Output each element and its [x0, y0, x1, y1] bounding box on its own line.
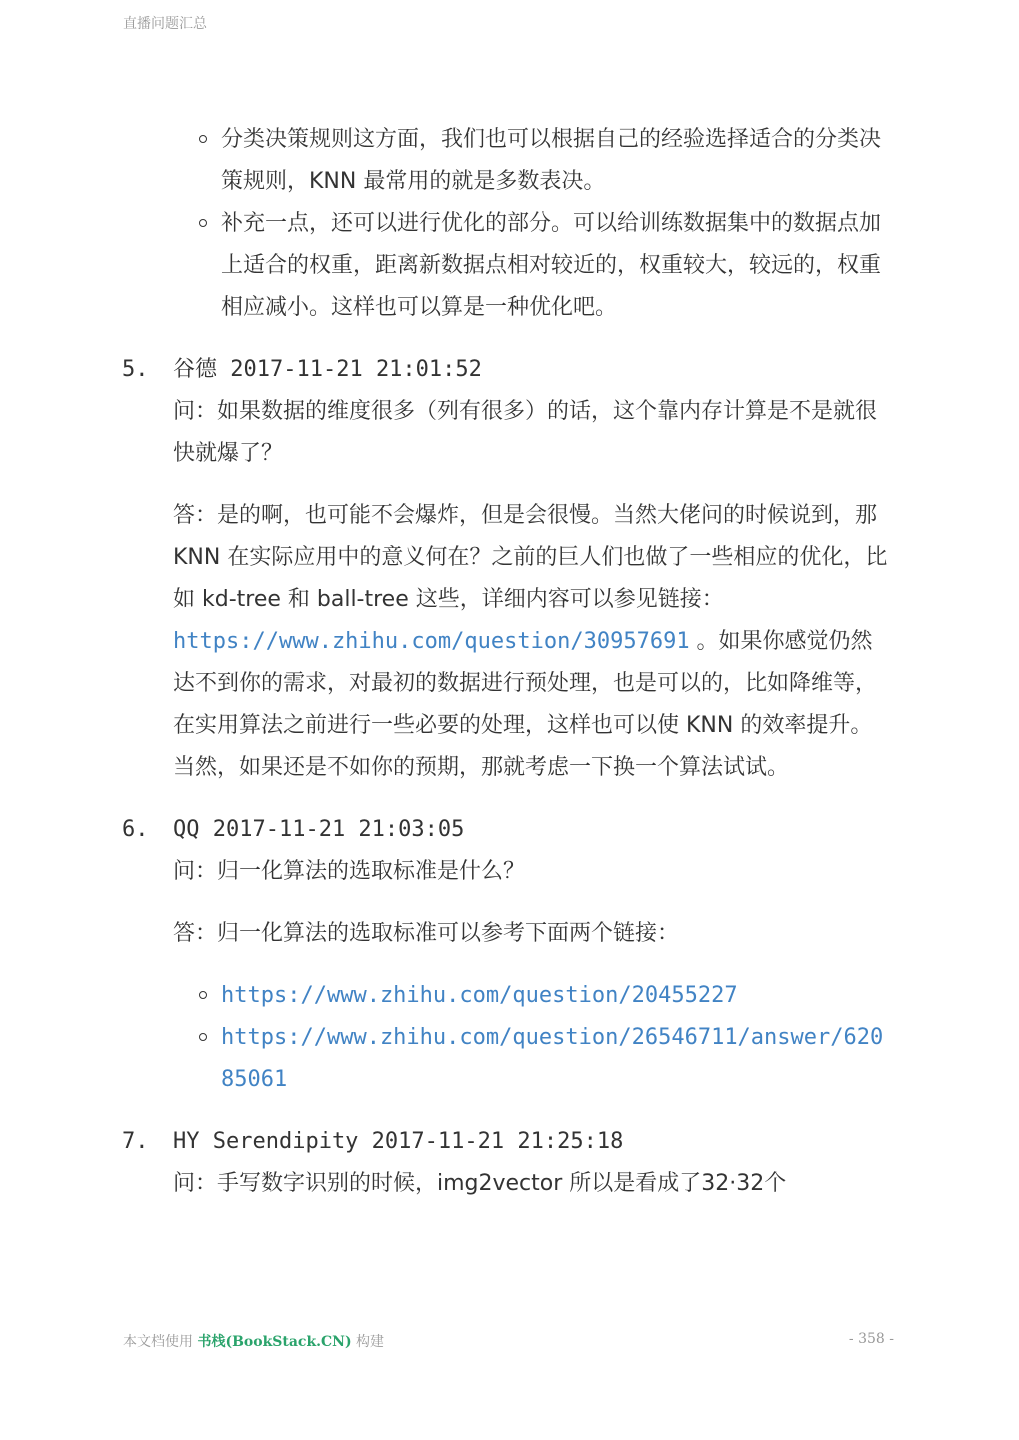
page-header-title: 直播问题汇总: [123, 16, 207, 32]
item-title: 谷德 2017-11-21 21:01:52: [173, 357, 482, 382]
item-number: 5.: [122, 357, 149, 382]
item-title: QQ 2017-11-21 21:03:05: [173, 817, 465, 842]
qa-item-6: [122, 809, 890, 1101]
question-text: 问：归一化算法的选取标准是什么？: [173, 859, 526, 884]
reference-link[interactable]: https://www.zhihu.com/question/26546711/answer/62085061: [221, 1025, 884, 1092]
list-item: 补充一点，还可以进行优化的部分。可以给训练数据集中的数据点加上适合的权重，距离新数据点相对较近的，权重较大，较远的，权重相应减小。这样也可以算是一种优化吧。: [221, 203, 890, 329]
link-list: [173, 975, 890, 1101]
answer-text: 答：是的啊，也可能不会爆炸，但是会很慢。当然大佬问的时候说到，那 KNN 在实际应用中的意义何在？之前的巨人们也做了一些相应的优化，比如 kd-tree 和 ball-tree 这些，详细内容可以参见链接：https://www.zhihu.com/question/30957691 。如果你感觉仍然达不到你的需求，对最初的数据进行预处理，也是可以的，比如降维等，在实用算法之前进行一些必要的处理，这样也可以使 KNN 的效率提升。当然，如果还是不如你的预期，那就考虑一下换一个算法试试。: [173, 503, 888, 780]
qa-item-5: [122, 349, 890, 789]
qa-item-7: [122, 1121, 890, 1205]
list-item: [221, 975, 890, 1017]
list-item: [221, 1017, 890, 1101]
item-number: 6.: [122, 817, 149, 842]
reference-link[interactable]: https://www.zhihu.com/question/20455227: [221, 983, 738, 1008]
footer-credit: 本文档使用 书栈(BookStack.CN) 构建: [123, 1334, 385, 1350]
top-bullet-list: [122, 119, 890, 329]
question-text: 问：如果数据的维度很多（列有很多）的话，这个靠内存计算是不是就很快就爆了？: [173, 399, 878, 466]
answer-link[interactable]: https://www.zhihu.com/question/30957691: [173, 629, 690, 654]
question-text: 问：手写数字识别的时候，img2vector 所以是看成了32·32个: [173, 1171, 787, 1196]
item-number: 7.: [122, 1129, 149, 1154]
answer-text: 答：归一化算法的选取标准可以参考下面两个链接：: [173, 921, 680, 946]
item-title: HY Serendipity 2017-11-21 21:25:18: [173, 1129, 624, 1154]
brand-link[interactable]: 书栈(BookStack.CN): [197, 1334, 352, 1350]
document-content: [122, 119, 890, 1205]
list-item: 分类决策规则这方面，我们也可以根据自己的经验选择适合的分类决策规则，KNN 最常用的就是多数表决。: [221, 119, 890, 203]
page-number: - 358 -: [848, 1331, 894, 1347]
